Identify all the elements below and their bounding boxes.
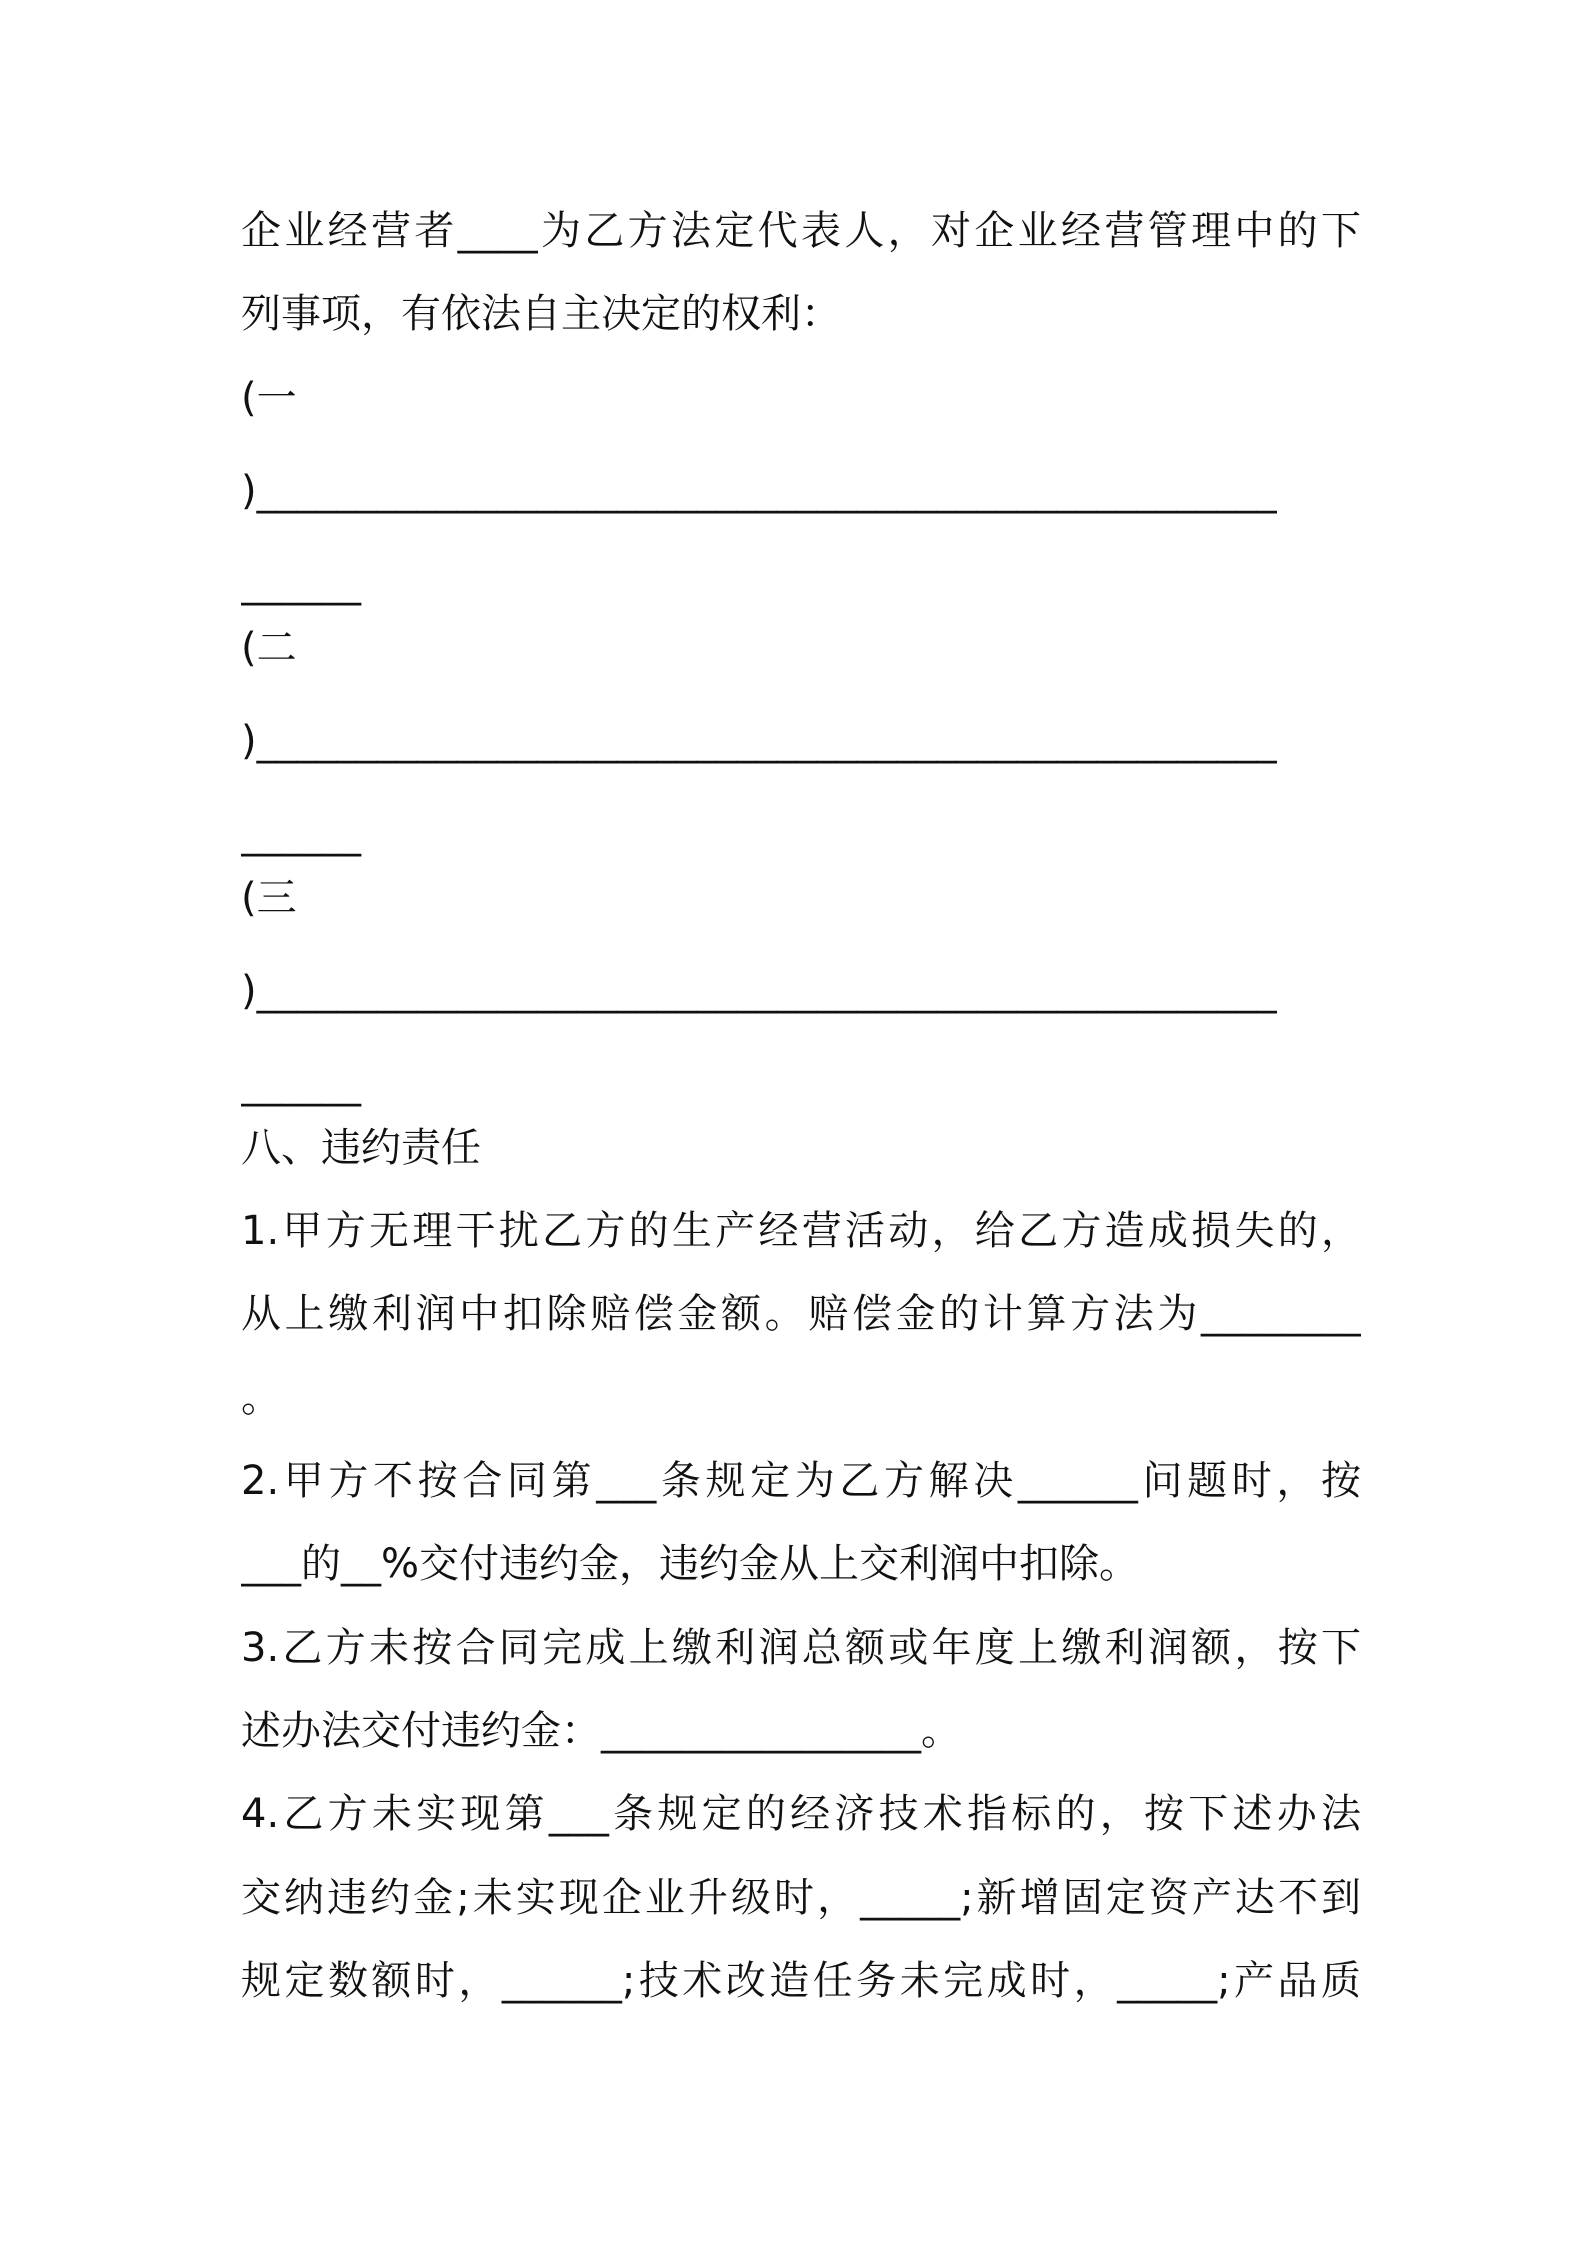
text-line-15: 。 <box>241 1375 281 1421</box>
text-line-13: 1.甲方无理干扰乙方的生产经营活动，给乙方造成损失的， <box>241 1208 1361 1254</box>
text-line-10: )___________________________________________________ <box>241 968 1277 1014</box>
text-line-21: 交纳违约金;未实现企业升级时，_____;新增固定资产达不到 <box>241 1875 1361 1921</box>
text-line-4: )___________________________________________________ <box>241 468 1277 514</box>
text-line-14: 从上缴利润中扣除赔偿金额。赔偿金的计算方法为________ <box>241 1291 1361 1337</box>
text-line-8: ______ <box>241 811 361 857</box>
text-line-5: ______ <box>241 560 361 606</box>
text-line-2: 列事项，有依法自主决定的权利： <box>241 291 841 337</box>
section-heading: 八、违约责任 <box>241 1125 481 1171</box>
text-line-1: 企业经营者____为乙方法定代表人，对企业经营管理中的下 <box>241 208 1361 254</box>
text-line-22: 规定数额时，______;技术改造任务未完成时，_____;产品质 <box>241 1958 1361 2004</box>
text-line-3: (一 <box>241 375 297 421</box>
text-line-6: (二 <box>241 625 297 671</box>
text-line-16: 2.甲方不按合同第___条规定为乙方解决______问题时，按 <box>241 1458 1361 1504</box>
text-line-19: 述办法交付违约金：________________。 <box>241 1708 961 1754</box>
text-line-7: )___________________________________________________ <box>241 718 1277 764</box>
text-line-9: (三 <box>241 875 297 921</box>
text-line-11: ______ <box>241 1061 361 1107</box>
text-line-18: 3.乙方未按合同完成上缴利润总额或年度上缴利润额，按下 <box>241 1625 1361 1671</box>
text-line-17: ___的__%交付违约金，违约金从上交利润中扣除。 <box>241 1541 1140 1587</box>
text-line-20: 4.乙方未实现第___条规定的经济技术指标的，按下述办法 <box>241 1791 1361 1837</box>
